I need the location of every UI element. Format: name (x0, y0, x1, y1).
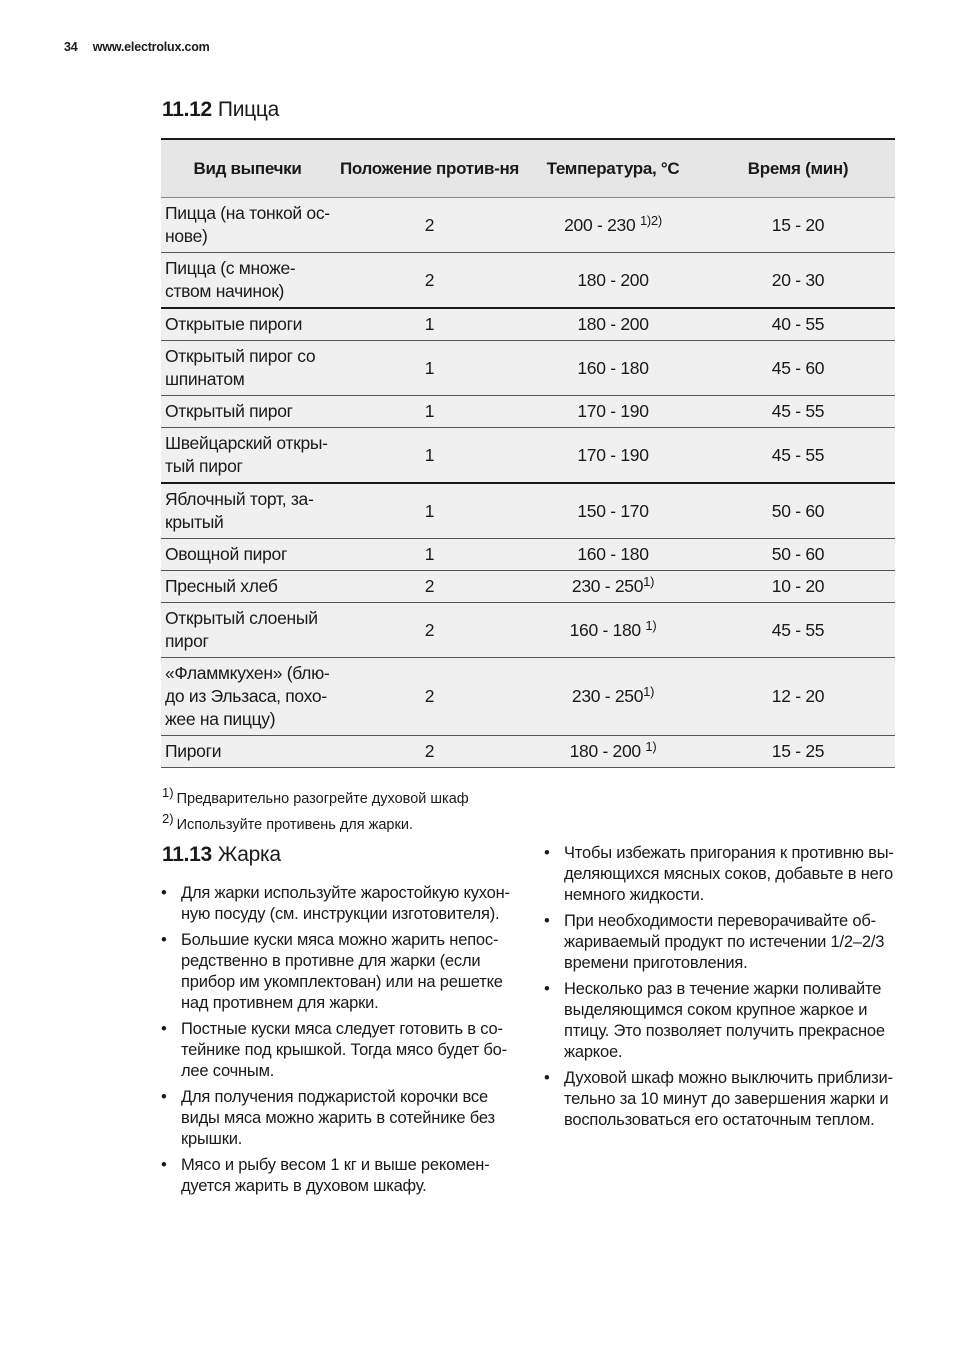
roasting-tips-right (544, 843, 900, 1136)
table-row (161, 571, 895, 603)
cell-time-text: 15 - 25 (771, 741, 825, 761)
section-heading: Пицца (217, 98, 279, 121)
cell-time (701, 658, 895, 736)
cell-time (701, 539, 895, 571)
cell-baking-type-text: Швейцарский откры-тый пирог (165, 433, 328, 476)
cell-shelf-position-text: 2 (424, 269, 435, 290)
cell-temperature-text: 180 - 200 (577, 314, 649, 334)
header-temperature: Температура, °C (525, 139, 701, 198)
list-item-text: Духовой шкаф можно выключить приблизи-тельно за 10 минут до завершения жарки и воспользоваться его остаточным теплом. (564, 1069, 893, 1129)
bullet-icon: • (544, 912, 550, 930)
footnote-text: Используйте противень для жарки. (176, 817, 413, 833)
cell-time-text: 12 - 20 (771, 686, 825, 706)
cell-baking-type-text: Пицца (с множе-ством начинок) (165, 258, 296, 301)
cell-baking-type-text: Яблочный торт, за-крытый (165, 489, 314, 532)
footnotes (162, 786, 469, 838)
footnote-reference: 1) (645, 617, 657, 633)
table-row (161, 396, 895, 428)
list-item-text: Большие куски мяса можно жарить непос-редственно в противне для жарки (если прибор им укомплектован) или на решетке над противнем для жарки. (181, 931, 503, 1012)
section-number: 11.12 (162, 98, 212, 121)
cell-shelf-position (334, 396, 525, 428)
cell-temperature (525, 198, 701, 253)
cell-shelf-position (334, 253, 525, 309)
cell-time (701, 198, 895, 253)
cell-temperature (525, 396, 701, 428)
cell-shelf-position (334, 428, 525, 484)
list-item-text: Чтобы избежать пригорания к противню вы-деляющихся мясных соков, добавьте в него немного жидкости. (564, 844, 894, 904)
cell-baking-type-text: Пицца (на тонкой ос-нове) (165, 203, 330, 246)
cell-time-text: 50 - 60 (771, 500, 825, 521)
cell-temperature-text: 160 - 180 (577, 357, 649, 378)
cell-time (701, 253, 895, 309)
footnote (162, 786, 469, 812)
cell-time (701, 571, 895, 603)
footnote (162, 812, 469, 838)
cell-temperature-text: 180 - 200 (569, 741, 646, 761)
cell-time-text: 45 - 55 (771, 401, 825, 421)
list-item-text: Мясо и рыбу весом 1 кг и выше рекомен-дуется жарить в духовом шкафу. (181, 1156, 490, 1195)
footnote-reference: 1)2) (639, 212, 662, 228)
table-row (161, 428, 895, 484)
cell-time-text: 45 - 55 (771, 444, 825, 465)
cell-shelf-position-text: 2 (424, 741, 435, 761)
cell-shelf-position-text: 1 (424, 444, 435, 465)
cell-temperature (525, 483, 701, 539)
cell-shelf-position-text: 2 (424, 576, 435, 596)
list-item-text: Для жарки используйте жаростойкую кухон-ную посуду (см. инструкции изготовителя). (181, 884, 510, 923)
cell-baking-type (161, 539, 334, 571)
bullet-icon: • (161, 1156, 167, 1174)
cell-temperature-text: 230 - 250 (571, 576, 644, 596)
cell-baking-type (161, 428, 334, 484)
cell-temperature-text: 160 - 180 (569, 619, 646, 640)
cell-baking-type (161, 198, 334, 253)
cell-baking-type (161, 483, 334, 539)
cell-baking-type (161, 396, 334, 428)
bullet-icon: • (161, 1020, 167, 1038)
table-row (161, 198, 895, 253)
cell-temperature (525, 539, 701, 571)
cell-temperature-text: 170 - 190 (577, 401, 649, 421)
bullet-icon: • (544, 844, 550, 862)
cell-shelf-position (334, 571, 525, 603)
section-number: 11.13 (162, 843, 212, 866)
table-header-row (161, 139, 895, 198)
table-row (161, 483, 895, 539)
cell-baking-type (161, 571, 334, 603)
cell-time-text: 45 - 60 (771, 357, 825, 378)
cell-time-text: 20 - 30 (771, 269, 825, 290)
cell-temperature-text: 170 - 190 (577, 444, 649, 465)
cell-time (701, 483, 895, 539)
cell-time-text: 15 - 20 (771, 214, 825, 235)
table-row (161, 658, 895, 736)
header-time: Время (мин) (701, 139, 895, 198)
cell-time (701, 736, 895, 768)
footnote-text: Предварительно разогрейте духовой шкаф (176, 791, 469, 807)
footnote-reference: 1) (643, 574, 655, 589)
cell-temperature (525, 658, 701, 736)
cell-shelf-position-text: 1 (424, 401, 435, 421)
list-item (161, 883, 513, 925)
list-item-text: Для получения поджаристой корочки все виды мяса можно жарить в сотейнике без крышки. (181, 1088, 495, 1148)
cell-baking-type (161, 658, 334, 736)
cell-shelf-position (334, 341, 525, 396)
bullet-icon: • (161, 931, 167, 949)
list-item (544, 979, 900, 1063)
cell-shelf-position (334, 658, 525, 736)
cell-baking-type-text: Открытый слоеный пирог (165, 608, 318, 651)
cell-baking-type (161, 603, 334, 658)
list-item (544, 843, 900, 906)
cell-shelf-position-text: 2 (424, 214, 435, 235)
cell-temperature (525, 308, 701, 341)
cell-baking-type-text: Овощной пирог (165, 544, 288, 564)
cell-temperature-text: 230 - 250 (571, 686, 644, 706)
cell-shelf-position-text: 2 (424, 686, 435, 706)
cell-temperature (525, 736, 701, 768)
cell-temperature-text: 150 - 170 (577, 500, 649, 521)
cell-temperature (525, 428, 701, 484)
page-header (64, 40, 210, 54)
page-number: 34 (64, 40, 78, 54)
footnote-reference: 1) (645, 739, 657, 754)
table-row (161, 308, 895, 341)
cell-baking-type (161, 736, 334, 768)
cell-shelf-position (334, 736, 525, 768)
section-title-roasting (162, 843, 281, 867)
cell-temperature (525, 571, 701, 603)
table-row (161, 341, 895, 396)
table-row (161, 539, 895, 571)
roasting-tips-left (161, 883, 513, 1202)
list-item-text: Постные куски мяса следует готовить в со-тейнике под крышкой. Тогда мясо будет бо-лее сочным. (181, 1020, 507, 1080)
cell-temperature (525, 603, 701, 658)
cell-shelf-position-text: 1 (424, 314, 435, 334)
list-item (161, 1019, 513, 1082)
header-baking-type: Вид выпечки (161, 139, 334, 198)
cell-baking-type-text: Открытый пирог со шпинатом (165, 346, 316, 389)
bullet-icon: • (161, 884, 167, 902)
section-heading: Жарка (217, 843, 281, 866)
cell-shelf-position (334, 308, 525, 341)
footnote-mark: 2) (162, 811, 174, 826)
cell-baking-type-text: Пироги (165, 741, 222, 761)
cell-baking-type-text: Открытые пироги (165, 314, 303, 334)
website-link[interactable]: www.electrolux.com (92, 40, 210, 54)
section-title-pizza (162, 98, 279, 122)
table-row (161, 603, 895, 658)
cell-shelf-position-text: 2 (424, 619, 435, 640)
cell-temperature (525, 341, 701, 396)
cell-temperature-text: 160 - 180 (577, 544, 649, 564)
cell-shelf-position (334, 483, 525, 539)
cell-time-text: 45 - 55 (771, 619, 825, 640)
list-item (161, 930, 513, 1014)
cell-baking-type (161, 308, 334, 341)
cell-time (701, 308, 895, 341)
cell-time (701, 428, 895, 484)
cell-temperature-text: 200 - 230 (564, 214, 640, 235)
list-item (161, 1155, 513, 1197)
list-item (544, 1068, 900, 1131)
cell-baking-type (161, 253, 334, 309)
cell-time (701, 603, 895, 658)
cell-baking-type-text: «Фламмкухен» (блю-до из Эльзаса, похо-жее на пиццу) (165, 663, 330, 729)
cell-shelf-position-text: 1 (424, 357, 435, 378)
cell-shelf-position-text: 1 (424, 500, 435, 521)
cell-shelf-position-text: 1 (424, 544, 435, 564)
table-row (161, 253, 895, 309)
pizza-baking-table (161, 138, 895, 768)
cell-time (701, 396, 895, 428)
list-item (161, 1087, 513, 1150)
list-item-text: Несколько раз в течение жарки поливайте выделяющимся соком крупное жаркое и птицу. Это позволяет получить прекрасное жаркое. (564, 980, 885, 1061)
cell-shelf-position (334, 198, 525, 253)
footnote-reference: 1) (643, 684, 655, 699)
list-item-text: При необходимости переворачивайте об-жариваемый продукт по истечении 1/2–2/3 времени приготовления. (564, 912, 885, 972)
bullet-icon: • (544, 1069, 550, 1087)
cell-time-text: 40 - 55 (771, 314, 825, 334)
cell-shelf-position (334, 603, 525, 658)
list-item (544, 911, 900, 974)
cell-time-text: 10 - 20 (771, 576, 825, 596)
cell-shelf-position (334, 539, 525, 571)
table-row (161, 736, 895, 768)
footnote-mark: 1) (162, 785, 174, 800)
cell-time-text: 50 - 60 (771, 544, 825, 564)
cell-baking-type (161, 341, 334, 396)
cell-baking-type-text: Пресный хлеб (165, 576, 278, 596)
cell-baking-type-text: Открытый пирог (165, 401, 293, 421)
cell-temperature-text: 180 - 200 (577, 269, 649, 290)
bullet-icon: • (161, 1088, 167, 1106)
header-shelf-position: Положение против-ня (334, 139, 525, 198)
bullet-icon: • (544, 980, 550, 998)
cell-temperature (525, 253, 701, 309)
cell-time (701, 341, 895, 396)
